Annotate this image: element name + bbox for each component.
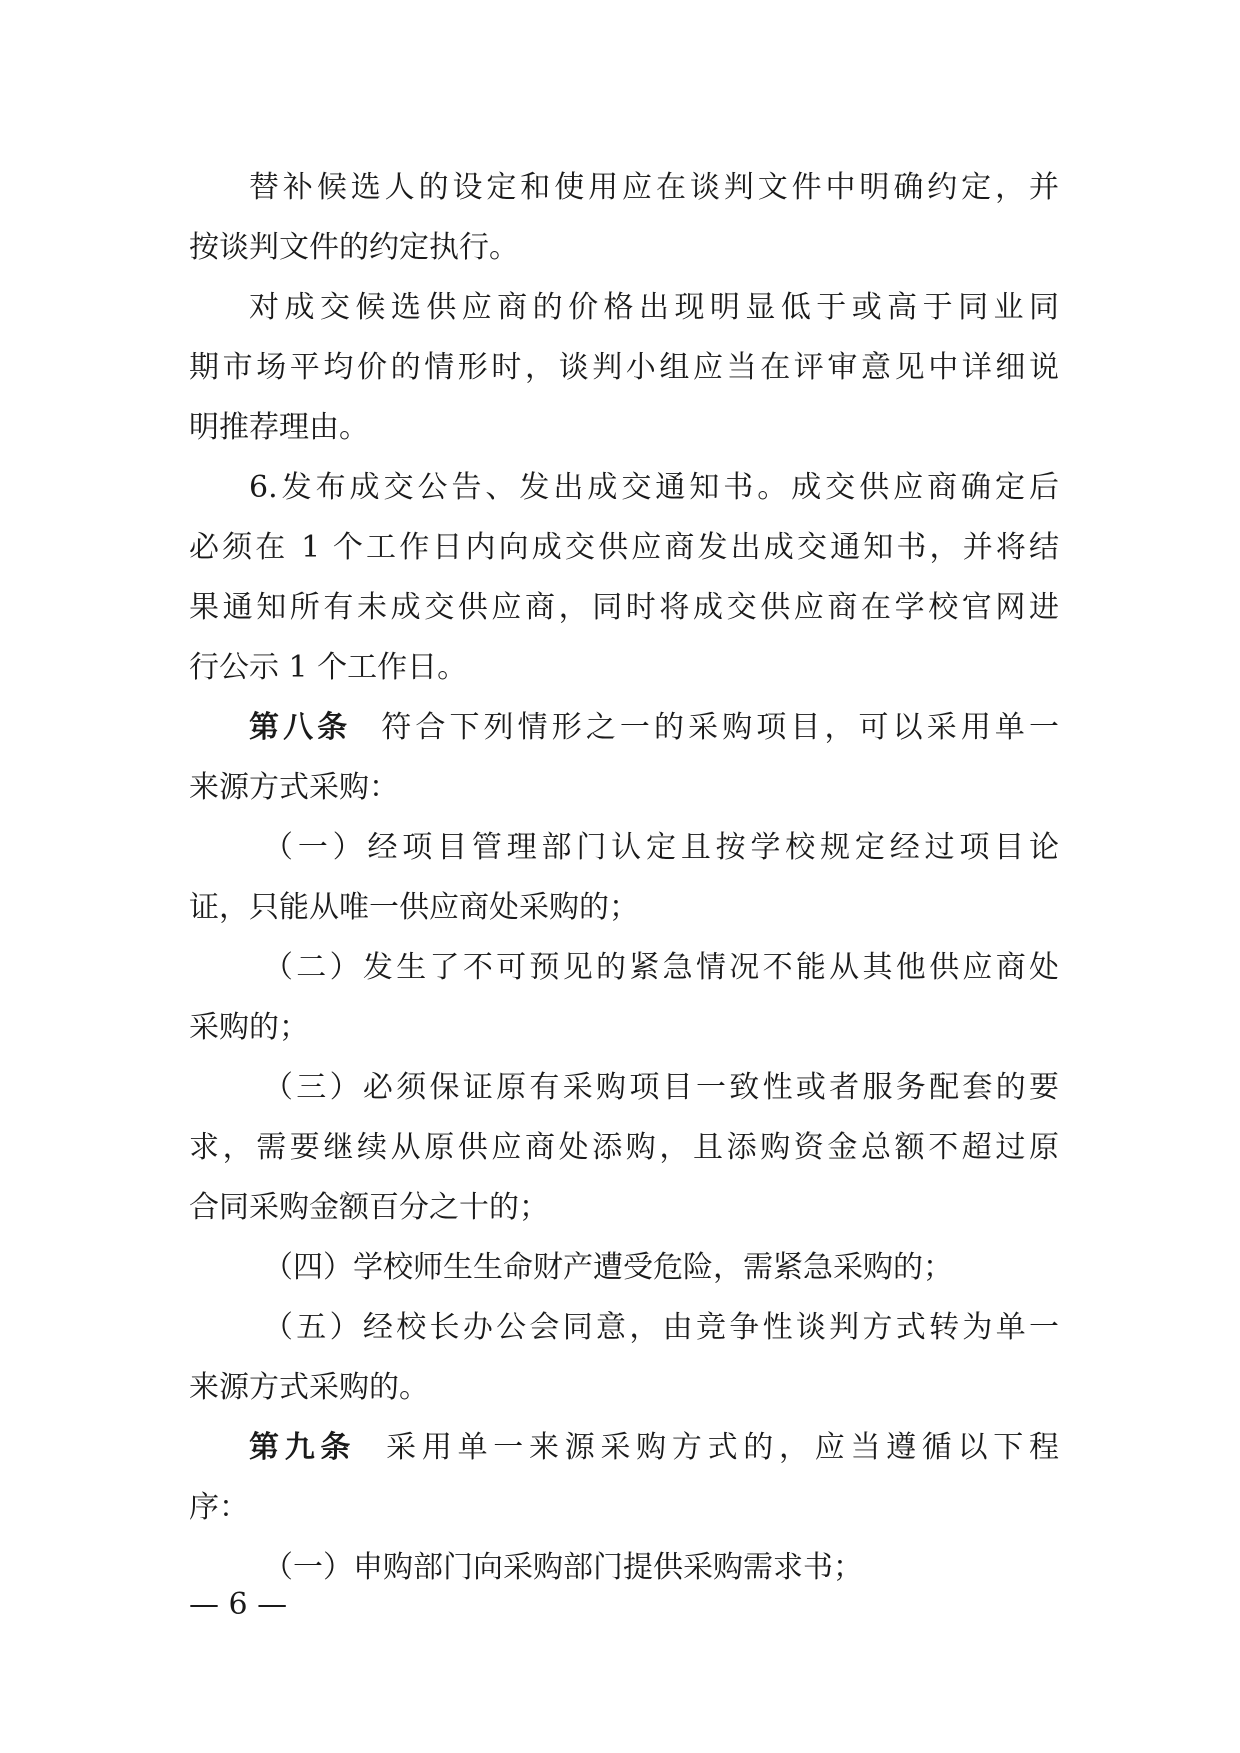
list-item-line: （四）学校师生生命财产遭受危险，需紧急采购的； [263, 1250, 953, 1285]
paragraph-line: 6.发布成交公告、发出成交通知书。成交供应商确定后 [249, 470, 1059, 505]
paragraph-line: 果通知所有未成交供应商，同时将成交供应商在学校官网进 [189, 590, 1059, 625]
article-9-heading: 第九条 [249, 1430, 357, 1465]
list-item-line: （一）经项目管理部门认定且按学校规定经过项目论 [263, 830, 1059, 865]
list-item-line: 证，只能从唯一供应商处采购的； [189, 890, 639, 925]
paragraph-line: 对成交候选供应商的价格出现明显低于或高于同业同 [249, 290, 1059, 325]
list-item-line: 采购的； [189, 1010, 309, 1045]
article-8-line: 来源方式采购： [189, 770, 399, 805]
list-item-line: （三）必须保证原有采购项目一致性或者服务配套的要 [263, 1070, 1059, 1105]
page-number: — 6 — [189, 1587, 288, 1622]
list-item-line: 合同采购金额百分之十的； [189, 1190, 549, 1225]
paragraph-line: 必须在 1 个工作日内向成交供应商发出成交通知书，并将结 [189, 530, 1059, 565]
paragraph-line: 明推荐理由。 [189, 410, 369, 445]
article-8-line [189, 698, 1059, 758]
article-9-line: 序： [189, 1490, 249, 1525]
list-item-line: 来源方式采购的。 [189, 1370, 429, 1405]
list-item-line: 求，需要继续从原供应商处添购，且添购资金总额不超过原 [189, 1130, 1059, 1165]
article-8-heading: 第八条 [249, 710, 352, 745]
article-8-text: 符合下列情形之一的采购项目，可以采用单一 [381, 710, 1059, 745]
paragraph-line: 按谈判文件的约定执行。 [189, 230, 519, 265]
article-9-text: 采用单一来源采购方式的，应当遵循以下程 [386, 1430, 1059, 1465]
list-item-line: （五）经校长办公会同意，由竞争性谈判方式转为单一 [263, 1310, 1059, 1345]
paragraph-line: 行公示 1 个工作日。 [189, 650, 468, 685]
list-item-line: （二）发生了不可预见的紧急情况不能从其他供应商处 [263, 950, 1059, 985]
body-text [189, 158, 1059, 1598]
paragraph-line: 期市场平均价的情形时，谈判小组应当在评审意见中详细说 [189, 350, 1059, 385]
paragraph-line: 替补候选人的设定和使用应在谈判文件中明确约定，并 [249, 170, 1059, 205]
article-9-line [189, 1418, 1059, 1478]
list-item-line: （一）申购部门向采购部门提供采购需求书； [263, 1550, 863, 1585]
